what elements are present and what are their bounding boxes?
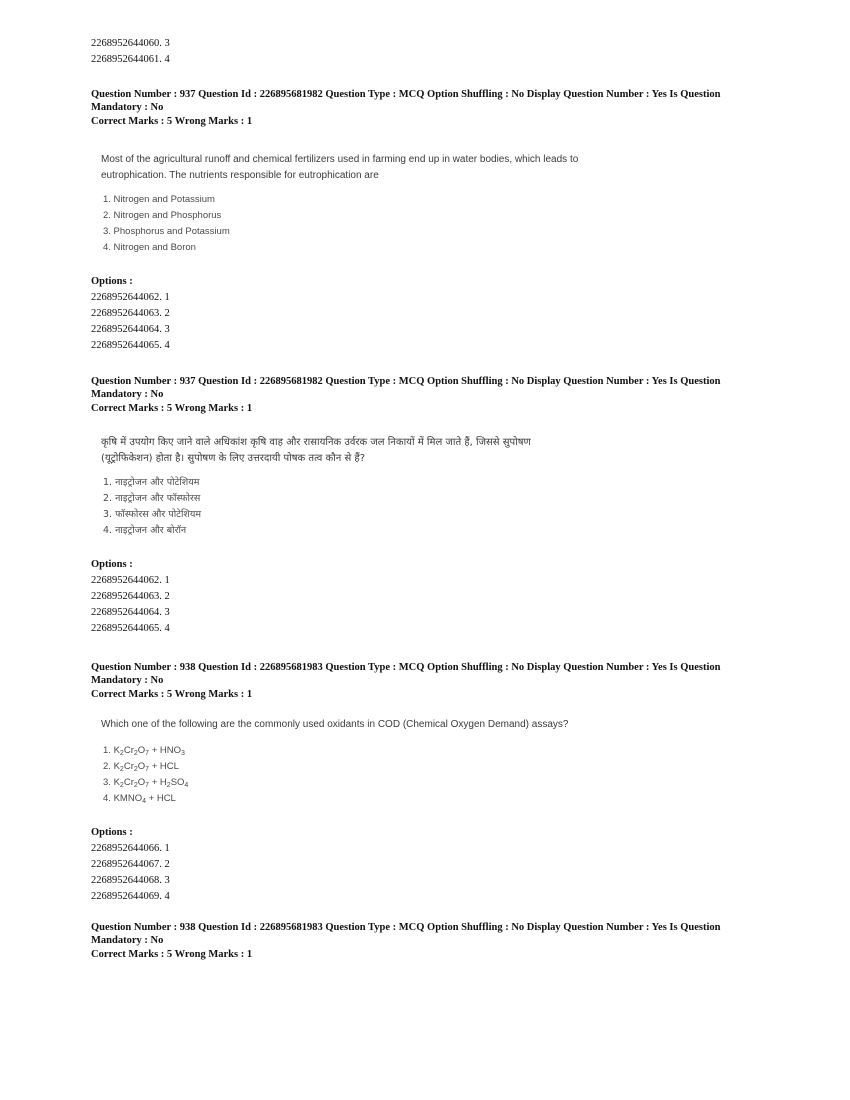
question-text-line: कृषि में उपयोग किए जाने वाले अधिकांश कृषि वाह और रासायनिक उर्वरक जल निकायों में मिल जाते हैं, जिससे सुपोषण [101,437,531,448]
option-line: 2268952644065. 4 [91,623,170,634]
option-line: 2268952644067. 2 [91,859,170,870]
answer-choice: 4. नाइट्रोजन और बोरॉन [103,525,187,536]
question-header [91,661,771,701]
answer-choice: 2. Nitrogen and Phosphorus [103,210,222,221]
answer-choice: 2. $K_2Cr_2O_7$ + HCL [103,761,179,773]
answer-choices [103,743,771,807]
answer-choice: 4. Nitrogen and Boron [103,242,196,253]
question-text [91,435,771,467]
option-line: 2268952644060. 3 [91,38,170,49]
question-meta: Question Number : 937 Question Id : 226895681982 Question Type : MCQ Option Shuffling : No Display Question Number : Yes Is Question Mandatory : No [91,89,721,113]
question-text-line: Most of the agricultural runoff and chemical fertilizers used in farming end up in water bodies, which leads to [101,154,579,165]
question-header [91,921,771,961]
question-text-line: (यूट्रोफिकेशन) होता है। सुपोषण के लिए उत्तरदायी पोषक तत्व कौन से हैं? [101,453,366,464]
option-line: 2268952644064. 3 [91,324,170,335]
question-block-938-hi [91,921,771,961]
question-marks: Correct Marks : 5 Wrong Marks : 1 [91,689,253,700]
option-line: 2268952644062. 1 [91,292,170,303]
question-text [91,152,771,184]
option-line: 2268952644065. 4 [91,340,170,351]
answer-choices [103,475,771,539]
question-block-937-en [91,88,771,354]
question-text [91,717,771,733]
answer-choice: 1. Nitrogen and Potassium [103,194,215,205]
answer-choice: 1. $K_2Cr_2O_7 + HNO_3$ [103,745,185,757]
answer-choice: 3. फॉस्फोरस और पोटेशियम [103,509,202,520]
answer-choice: 4. $KMNO_4$ + HCL [103,793,176,805]
option-line: 2268952644069. 4 [91,891,170,902]
options-label: Options : [91,276,133,287]
answer-choice: 1. नाइट्रोजन और पोटेशियम [103,477,200,488]
options-label: Options : [91,827,133,838]
option-line: 2268952644064. 3 [91,607,170,618]
option-line: 2268952644061. 4 [91,54,170,65]
question-marks: Correct Marks : 5 Wrong Marks : 1 [91,403,253,414]
question-marks: Correct Marks : 5 Wrong Marks : 1 [91,116,253,127]
option-line: 2268952644062. 1 [91,575,170,586]
question-meta: Question Number : 938 Question Id : 226895681983 Question Type : MCQ Option Shuffling : No Display Question Number : Yes Is Question Mandatory : No [91,662,721,686]
question-header [91,375,771,415]
option-line: 2268952644063. 2 [91,308,170,319]
question-meta: Question Number : 938 Question Id : 226895681983 Question Type : MCQ Option Shuffling : No Display Question Number : Yes Is Question Mandatory : No [91,922,721,946]
question-text-line: eutrophication. The nutrients responsible for eutrophication are [101,170,379,181]
option-line: 2268952644068. 3 [91,875,170,886]
answer-choice: 3. Phosphorus and Potassium [103,226,230,237]
question-meta: Question Number : 937 Question Id : 226895681982 Question Type : MCQ Option Shuffling : No Display Question Number : Yes Is Question Mandatory : No [91,376,721,400]
previous-options [91,36,771,68]
options-label: Options : [91,559,133,570]
question-block-938-en [91,661,771,905]
option-line: 2268952644063. 2 [91,591,170,602]
question-block-937-hi [91,375,771,637]
answer-choice: 3. $K_2Cr_2O_7 + H_2SO_4$ [103,777,189,789]
answer-choices [103,192,771,256]
answer-choice: 2. नाइट्रोजन और फॉस्फोरस [103,493,201,504]
question-header [91,88,771,128]
question-text-line: Which one of the following are the commonly used oxidants in COD (Chemical Oxygen Demand) assays? [101,719,569,730]
option-line: 2268952644066. 1 [91,843,170,854]
question-marks: Correct Marks : 5 Wrong Marks : 1 [91,949,253,960]
